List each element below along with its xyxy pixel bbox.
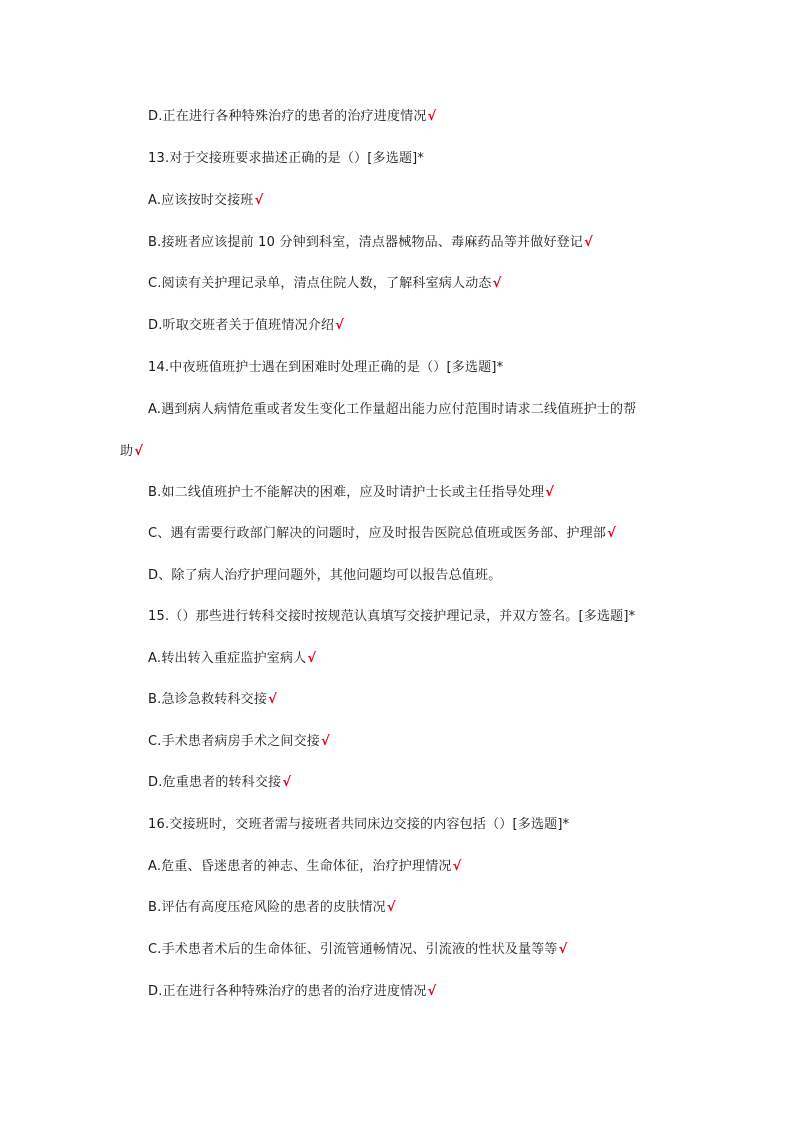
answer-line (148, 400, 636, 420)
answer-line (148, 483, 554, 503)
line-text: C、遇有需要行政部门解决的问题时，应及时报告医院总值班或医务部、护理部 (148, 526, 607, 541)
check-mark-icon: √ (321, 734, 330, 749)
answer-line (148, 690, 277, 710)
answer-line (148, 274, 502, 294)
answer-line (148, 524, 616, 544)
question-line (148, 149, 424, 169)
answer-line (148, 898, 396, 918)
check-mark-icon: √ (584, 235, 593, 250)
check-mark-icon: √ (268, 692, 277, 707)
line-text: D.危重患者的转科交接 (148, 775, 282, 790)
check-mark-icon: √ (254, 193, 264, 208)
check-mark-icon: √ (386, 900, 396, 915)
check-mark-icon: √ (427, 984, 437, 999)
check-mark-icon: √ (335, 318, 345, 333)
check-mark-icon: √ (492, 276, 502, 291)
line-text: B.如二线值班护士不能解决的困难，应及时请护士长或主任指导处理 (148, 485, 545, 500)
answer-line (148, 191, 263, 211)
check-mark-icon: √ (545, 485, 555, 500)
line-text: C.阅读有关护理记录单，清点住院人数，了解科室病人动态 (148, 276, 492, 291)
line-text: D.正在进行各种特殊治疗的患者的治疗进度情况 (148, 109, 427, 124)
line-text: B.急诊急救转科交接 (148, 692, 268, 707)
answer-line (148, 566, 501, 586)
line-text: A.应该按时交接班 (148, 193, 254, 208)
answer-line (148, 107, 436, 127)
line-text: B.评估有高度压疮风险的患者的皮肤情况 (148, 900, 386, 915)
check-mark-icon: √ (558, 942, 568, 957)
line-text: D、除了病人治疗护理问题外，其他问题均可以报告总值班。 (148, 568, 502, 583)
answer-line (148, 316, 344, 336)
line-text: 14.中夜班值班护士遇在到困难时处理正确的是（）[多选题]* (148, 360, 504, 375)
answer-line-continuation (120, 442, 143, 462)
answer-line (148, 233, 593, 253)
line-text: 13.对于交接班要求描述正确的是（）[多选题]* (148, 151, 425, 166)
line-text: B.接班者应该提前 10 分钟到科室，清点器械物品、毒麻药品等并做好登记 (148, 235, 584, 250)
line-text: C.手术患者病房手术之间交接 (148, 734, 321, 749)
check-mark-icon: √ (427, 109, 437, 124)
check-mark-icon: √ (134, 444, 144, 459)
answer-line (148, 732, 330, 752)
line-text: 助 (120, 444, 134, 459)
line-text: C.手术患者术后的生命体征、引流管通畅情况、引流液的性状及量等等 (148, 942, 558, 957)
line-text: 16.交接班时，交班者需与接班者共同床边交接的内容包括（）[多选题]* (148, 817, 570, 832)
line-text: D.听取交班者关于值班情况介绍 (148, 318, 335, 333)
answer-line (148, 649, 316, 669)
line-text: 15.（）那些进行转科交接时按规范认真填写交接护理记录，并双方签名。[多选题]* (148, 609, 636, 624)
line-text: A.危重、昏迷患者的神志、生命体征，治疗护理情况 (148, 859, 452, 874)
line-text: A.转出转入重症监护室病人 (148, 651, 307, 666)
question-line (148, 607, 635, 627)
check-mark-icon: √ (282, 775, 292, 790)
answer-line (148, 773, 291, 793)
check-mark-icon: √ (607, 526, 616, 541)
question-line (148, 358, 503, 378)
question-line (148, 815, 569, 835)
line-text: A.遇到病人病情危重或者发生变化工作量超出能力应付范围时请求二线值班护士的帮 (148, 402, 637, 417)
answer-line (148, 982, 436, 1002)
answer-line (148, 940, 568, 960)
line-text: D.正在进行各种特殊治疗的患者的治疗进度情况 (148, 984, 427, 999)
check-mark-icon: √ (452, 859, 462, 874)
check-mark-icon: √ (307, 651, 317, 666)
answer-line (148, 857, 461, 877)
